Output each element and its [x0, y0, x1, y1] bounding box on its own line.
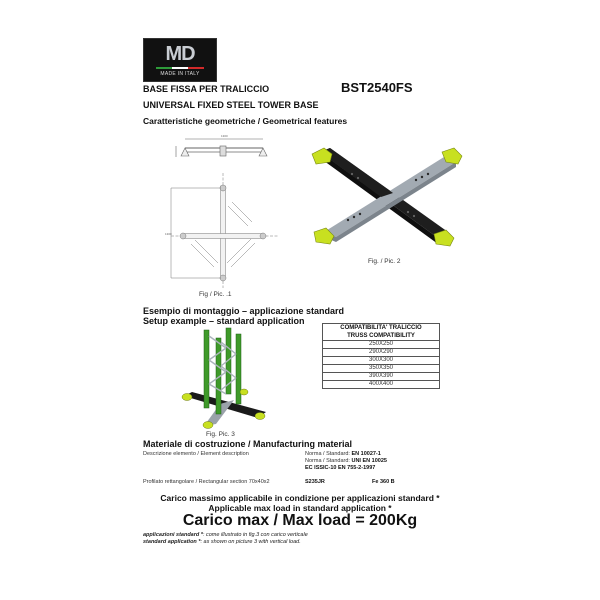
table-row: 390X390: [323, 373, 440, 381]
note-italian-label: applicazioni standard *: [143, 532, 203, 538]
standard-label: Norma / Standard:: [305, 458, 350, 464]
figure-1-caption: Fig / Pic. .1: [199, 291, 232, 298]
header-italian: COMPATIBILITA' TRALICCIO: [340, 325, 422, 331]
section-profile-label: Profilato rettangolare / Rectangular section 70x40x2: [143, 479, 270, 485]
figure-3-caption: Fig. Pic. 3: [206, 431, 235, 438]
setup-title-italian: Esempio di montaggio – applicazione standard: [143, 306, 345, 316]
technical-drawing-figure: [143, 128, 303, 300]
standard-label: Norma / Standard:: [305, 451, 350, 457]
max-load-value: Carico max / Max load = 200Kg: [182, 512, 418, 529]
standard-line-1: [305, 451, 381, 457]
cross-base-render: [308, 140, 476, 250]
note-english-text: : as shown on picture 3 with vertical load.: [200, 539, 301, 545]
truss-tower-render: [178, 326, 274, 430]
title-italian: BASE FISSA PER TRALICCIO: [143, 84, 270, 94]
steel-grade: S235JR: [305, 479, 325, 485]
logo-mark: MD: [165, 43, 195, 65]
compatibility-table-header: [323, 324, 440, 341]
table-row: 290X290: [323, 349, 440, 357]
svg-text:1300: 1300: [165, 232, 172, 236]
standard-extra: EC ISSIC-10 EN 755-2-1997: [305, 465, 376, 471]
standard-line-3: [305, 465, 375, 471]
standard-line-2: [305, 458, 387, 464]
note-english-label: standard application *: [143, 539, 201, 545]
element-description-label: Descrizione elemento / Element description: [143, 451, 249, 457]
brand-logo: [143, 38, 217, 82]
note-italian: [143, 532, 308, 538]
title-english: UNIVERSAL FIXED STEEL TOWER BASE: [143, 100, 319, 110]
standard-value-2: UNI EN 10025: [351, 458, 387, 464]
setup-title-english: Setup example – standard application: [143, 316, 305, 326]
truss-compatibility-table: [322, 323, 440, 389]
table-row: 250X250: [323, 341, 440, 349]
note-italian-text: : come illustrato in fig.3 con carico verticale: [202, 532, 308, 538]
table-row: 400X400: [323, 381, 440, 389]
load-line-italian: Carico massimo applicabile in condizione per applicazioni standard *: [160, 493, 440, 503]
header-english: TRUSS COMPATIBILITY: [347, 333, 415, 339]
standard-value-1: EN 10027-1: [351, 451, 381, 457]
logo-tagline: MADE IN ITALY: [160, 71, 200, 77]
section-geometry-title: Caratteristiche geometriche / Geometrical features: [143, 116, 348, 126]
italian-flag-stripe: [156, 67, 204, 69]
load-line-english: Applicable max load in standard application *: [208, 503, 392, 513]
fe-grade: Fe 360 B: [372, 479, 395, 485]
table-row: 300X300: [323, 357, 440, 365]
side-view-drawing: [176, 134, 267, 157]
product-code: BST2540FS: [341, 80, 413, 95]
figure-2-caption: Fig. / Pic. 2: [368, 258, 401, 265]
note-english: [143, 539, 301, 545]
svg-text:1300: 1300: [221, 134, 228, 138]
top-view-drawing: [165, 173, 279, 288]
material-title: Materiale di costruzione / Manufacturing material: [143, 439, 353, 449]
table-row: 350X350: [323, 365, 440, 373]
